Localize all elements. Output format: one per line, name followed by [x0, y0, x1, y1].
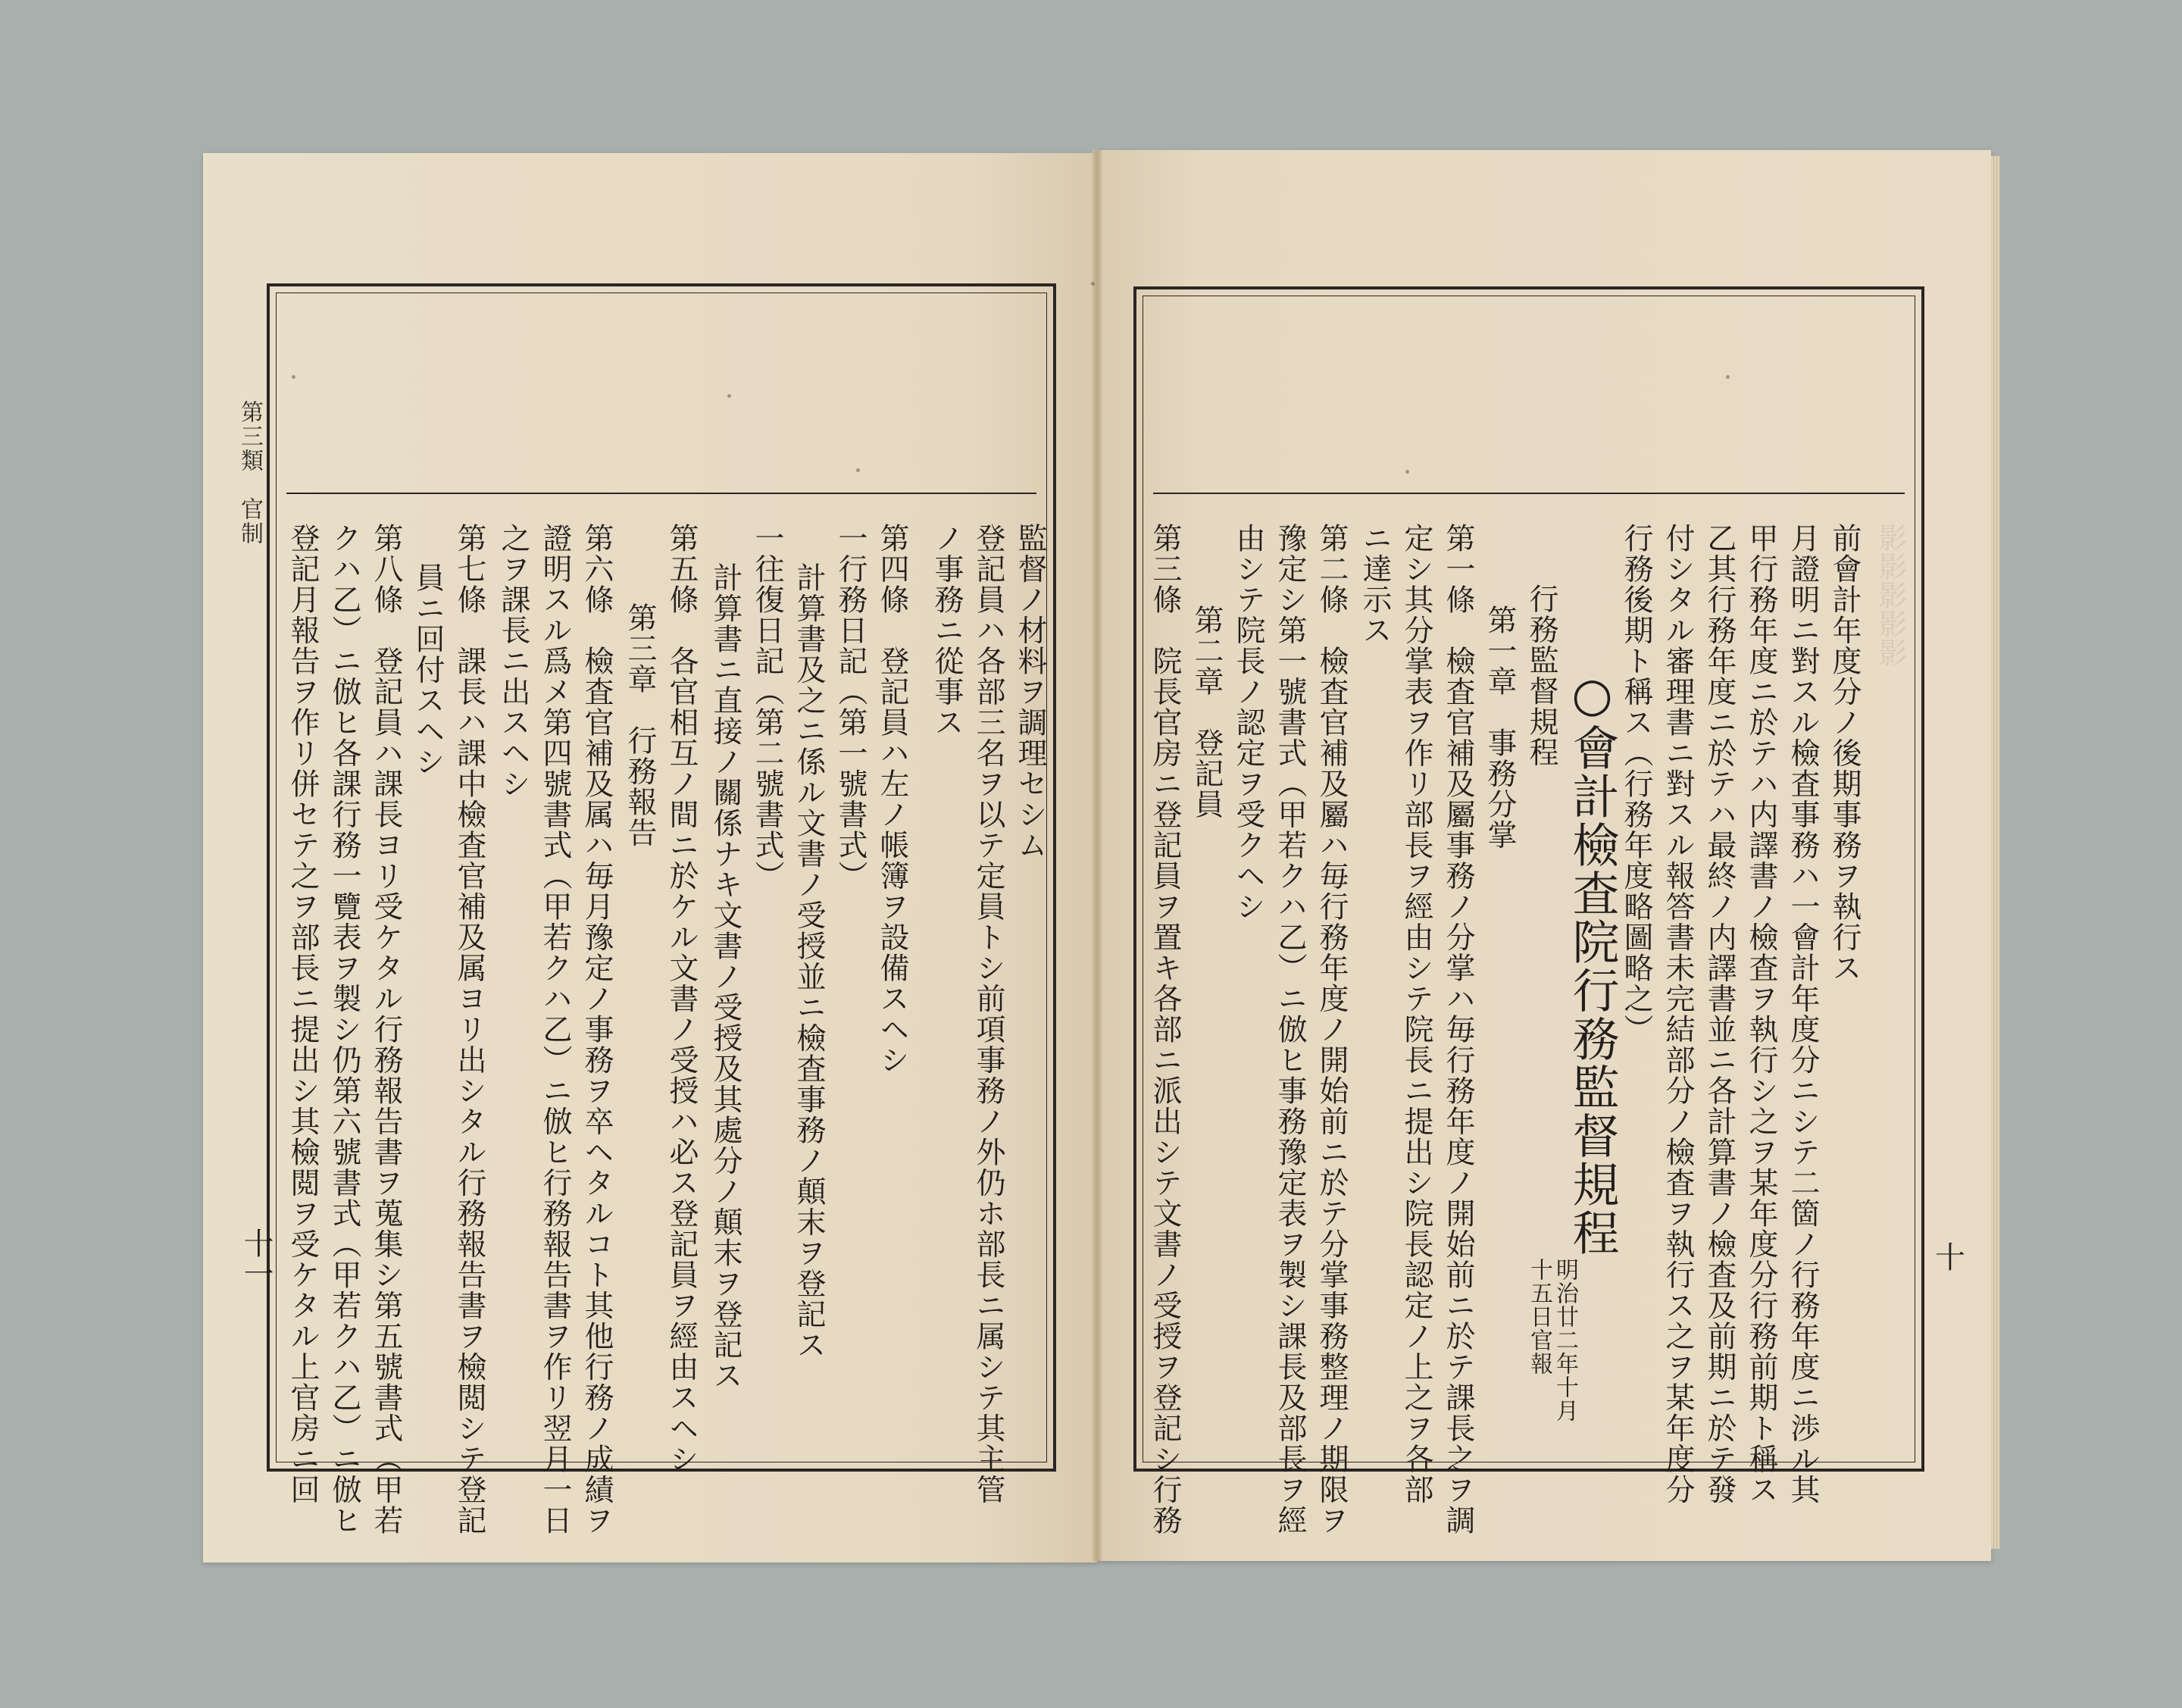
- text-column: ノ事務ニ從事ス: [930, 523, 964, 738]
- text-column: 第六條 檢査官補及属ハ毎月豫定ノ事務ヲ卒ヘタルコト其他行務ノ成績ヲ: [580, 523, 614, 1536]
- chapter-heading: 第一章 事務分掌: [1483, 605, 1517, 850]
- text-column: 證明スル爲メ第四號書式（甲若クハ乙）ニ倣ヒ行務報告書ヲ作リ翌月一日: [538, 523, 572, 1536]
- page-edge-stack: [1991, 156, 2000, 1549]
- text-column: 一行務日記（第一號書式）: [833, 523, 867, 891]
- text-column: ニ達示ス: [1358, 523, 1392, 646]
- text-column: 前會計年度分ノ後期事務ヲ執行ス: [1827, 523, 1862, 984]
- text-column: 甲行務年度ニ於テハ内譯書ノ檢査ヲ執行シ之ヲ某年度分行務前期ト稱ス: [1744, 523, 1778, 1505]
- text-column: 付シタル審理書ニ對スル報答書未完結部分ノ檢査ヲ執行ス之ヲ某年度分: [1661, 523, 1695, 1505]
- paper-speck: [1091, 282, 1095, 286]
- text-column: 第二條 檢査官補及屬ハ毎行務年度ノ開始前ニ於テ分掌事務整理ノ期限ヲ: [1315, 523, 1349, 1536]
- text-column: 第四條 登記員ハ左ノ帳簿ヲ設備スヘシ: [875, 523, 909, 1075]
- left-frame-rule: [286, 493, 1036, 494]
- chapter-heading: 第三章 行務報告: [623, 602, 657, 848]
- text-column: 乙其行務年度ニ於テハ最終ノ内譯書並ニ各計算書ノ檢査及前期ニ於テ發: [1702, 523, 1737, 1505]
- chapter-heading: 第二章 登記員: [1189, 605, 1224, 820]
- running-head: 第三類 官制: [236, 400, 263, 546]
- show-through-text: 影影影影影: [1874, 523, 1907, 667]
- section-heading: 行務監督規程: [1524, 583, 1558, 768]
- book-gutter: [1093, 150, 1102, 1561]
- text-column: 行務後期ト稱ス（行務年度略圖略之）: [1619, 523, 1653, 1045]
- text-column: 監督ノ材料ヲ調理セシム: [1013, 523, 1047, 861]
- text-column: 第五條 各官相互ノ間ニ於ケル文書ノ受授ハ必ス登記員ヲ經由スヘシ: [664, 523, 699, 1475]
- text-column: 計算書及之ニ係ル文書ノ受授並ニ檢査事務ノ顛末ヲ登記ス: [792, 562, 826, 1360]
- text-column: 由シテ院長ノ認定ヲ受クヘシ: [1231, 523, 1265, 922]
- document-title: ○會計檢査院行務監督規程: [1565, 667, 1620, 1257]
- text-column: 一往復日記（第二號書式）: [750, 523, 784, 891]
- text-column: 月證明ニ對スル檢査事務ハ一會計年度分ニシテ二箇ノ行務年度ニ渉ル其: [1786, 523, 1820, 1505]
- title-note: 明治廿二年十月: [1552, 1258, 1578, 1422]
- right-frame-rule: [1153, 493, 1905, 494]
- text-column: 定シ其分掌表ヲ作リ部長ヲ經由シテ院長ニ提出シ院長認定ノ上之ヲ各部: [1399, 523, 1433, 1505]
- text-column: 豫定シ第一號書式（甲若クハ乙）ニ倣ヒ事務豫定表ヲ製シ課長及部長ヲ經: [1273, 523, 1307, 1536]
- text-column: 第一條 檢査官補及屬事務ノ分掌ハ毎行務年度ノ開始前ニ於テ課長之ヲ調: [1441, 523, 1475, 1536]
- text-column: 計算書ニ直接ノ關係ナキ文書ノ受授及其處分ノ顛末ヲ登記ス: [708, 562, 742, 1391]
- page-number-right: 十: [1935, 1240, 1965, 1275]
- page-number-left: 十一: [239, 1228, 274, 1288]
- text-column: 第八條 登記員ハ課長ヨリ受ケタル行務報告書ヲ蒐集シ第五號書式（甲若: [369, 523, 403, 1536]
- text-column: 第七條 課長ハ課中檢査官補及属ヨリ出シタル行務報告書ヲ檢閲シテ登記: [452, 523, 486, 1536]
- text-column: クハ乙）ニ倣ヒ各課行務一覽表ヲ製シ仍第六號書式（甲若クハ乙）ニ倣ヒ: [327, 523, 361, 1536]
- title-note: 十五日官報: [1526, 1258, 1552, 1375]
- text-column: 登記月報告ヲ作リ併セテ之ヲ部長ニ提出シ其檢閲ヲ受ケタル上官房ニ回: [286, 523, 320, 1505]
- text-column: 員ニ回付スヘシ: [411, 562, 445, 777]
- text-column: 之ヲ課長ニ出スヘシ: [496, 523, 530, 799]
- text-column: 第三條 院長官房ニ登記員ヲ置キ各部ニ派出シテ文書ノ受授ヲ登記シ行務: [1148, 523, 1182, 1536]
- text-column: 登記員ハ各部三名ヲ以テ定員トシ前項事務ノ外仍ホ部長ニ属シテ其主管: [971, 523, 1005, 1505]
